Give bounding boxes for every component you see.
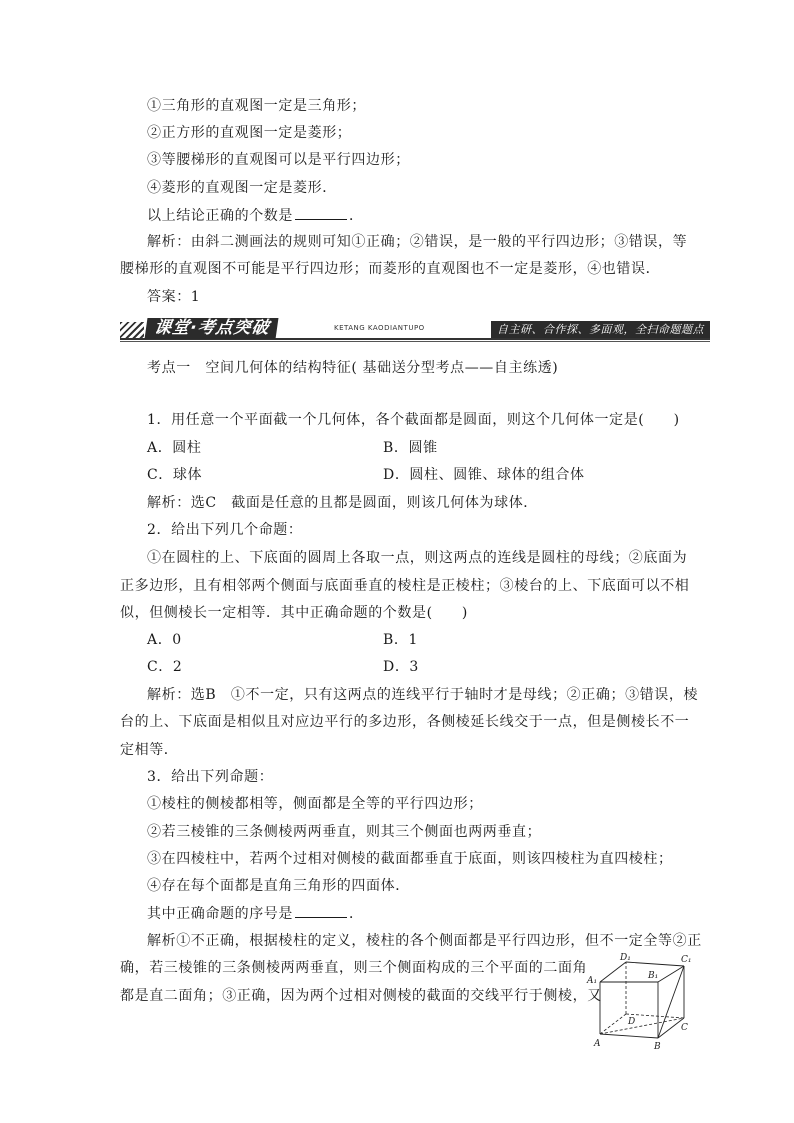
q3-question-line: [147, 903, 364, 924]
analysis-line-1: 解析：由斜二测画法的规则可知①正确；②错误，是一般的平行四边形；③错误，等: [147, 234, 688, 250]
q1-option-b: B．圆锥: [383, 440, 438, 456]
label-D1: D₁: [620, 953, 631, 963]
label-A: A: [594, 1039, 601, 1049]
q3-statement-1: ①棱柱的侧棱都相等，侧面都是全等的平行四边形；: [147, 796, 483, 812]
q3-statement-4: ④存在每个面都是直角三角形的四面体．: [147, 878, 410, 894]
answer-blank: [295, 205, 347, 220]
statement-2: ②正方形的直观图一定是菱形；: [147, 125, 352, 141]
q1-option-c: C．球体: [147, 467, 203, 483]
q2-analysis-3: 定相等．: [120, 742, 179, 758]
label-C1: C₁: [681, 955, 692, 965]
q3-statement-3: ③在四棱柱中，若两个过相对侧棱的截面都垂直于底面，则该四棱柱为直四棱柱；: [147, 851, 673, 867]
banner-slogan: 自主研、合作探、多面观，全扫命题题点: [491, 321, 710, 338]
q2-option-c: C．2: [147, 659, 183, 675]
q3-question-text: 其中正确命题的序号是: [147, 906, 293, 922]
q2-option-d: D．3: [383, 659, 419, 675]
q2-body-3: 似，但侧棱长一定相等．其中正确命题的个数是( ): [120, 605, 468, 621]
banner-hatch-decoration: [120, 322, 144, 338]
q1-option-d: D．圆柱、圆锥、球体的组合体: [383, 467, 585, 483]
section-heading: 考点一 空间几何体的结构特征( 基础送分型考点——自主练透): [147, 360, 559, 376]
question-text: 以上结论正确的个数是: [147, 208, 293, 224]
q3-statement-2: ②若三棱锥的三条侧棱两两垂直，则其三个侧面也两两垂直；: [147, 824, 542, 840]
label-A1: A₁: [587, 976, 598, 986]
diagonal-AC: [600, 1018, 684, 1034]
statement-3: ③等腰梯形的直观图可以是平行四边形；: [147, 152, 410, 168]
question-end: ．: [349, 208, 364, 224]
banner-pinyin: KETANG KAODIANTUPO: [334, 324, 425, 332]
q3-analysis-2: 确，若三棱锥的三条侧棱两两垂直，则三个侧面构成的三个平面的二面角: [120, 960, 588, 976]
answer-line: 答案：1: [147, 289, 201, 305]
q1-stem: 1．用任意一个平面截一个几何体，各个截面都是圆面，则这个几何体一定是( ): [147, 412, 680, 428]
label-B1: B₁: [648, 971, 659, 981]
edge-D1C1: [626, 962, 684, 966]
prism-figure: [584, 952, 694, 1052]
banner-title: 课堂·考点突破: [145, 318, 279, 339]
q3-answer-blank: [295, 903, 347, 918]
q2-analysis-2: 台的上、下底面是相似且对应边平行的多边形，各侧棱延长线交于一点，但是侧棱长不一: [120, 714, 690, 730]
q2-stem: 2．给出下列几个命题：: [147, 522, 303, 538]
q1-option-a: A．圆柱: [147, 440, 202, 456]
section-banner: [120, 318, 710, 342]
question-line: [147, 205, 364, 226]
q3-analysis-3: 都是直二面角；③正确，因为两个过相对侧棱的截面的交线平行于侧棱，又: [120, 988, 602, 1004]
analysis-line-2: 腰梯形的直观图不可能是平行四边形；而菱形的直观图也不一定是菱形，④也错误．: [120, 261, 661, 277]
edge-A1D1: [600, 962, 626, 982]
q2-option-a: A．0: [147, 632, 182, 648]
edge-B1C1: [658, 966, 684, 982]
q2-body-2: 正多边形，且有相邻两个侧面与底面垂直的棱柱是正棱柱；③棱台的上、下底面可以不相: [120, 578, 690, 594]
edge-AB: [600, 1034, 658, 1038]
q2-analysis-1: 解析：选B ①不一定，只有这两点的连线平行于轴时才是母线；②正确；③错误，棱: [147, 687, 699, 703]
q3-question-end: ．: [349, 906, 364, 922]
label-D: D: [628, 1017, 636, 1027]
edge-AD: [600, 1014, 626, 1034]
q3-stem: 3．给出下列命题：: [147, 769, 274, 785]
q1-analysis: 解析：选C 截面是任意的且都是圆面，则该几何体为球体．: [147, 495, 538, 511]
banner-rule-thin: [120, 341, 710, 342]
q2-option-b: B．1: [383, 632, 418, 648]
label-C: C: [681, 1023, 688, 1033]
statement-1: ①三角形的直观图一定是三角形；: [147, 98, 366, 114]
statement-4: ④菱形的直观图一定是菱形．: [147, 180, 337, 196]
q3-analysis-1: 解析①不正确，根据棱柱的定义，棱柱的各个侧面都是平行四边形，但不一定全等②正: [147, 933, 702, 949]
label-B: B: [654, 1042, 661, 1052]
q2-body-1: ①在圆柱的上、下底面的圆周上各取一点，则这两点的连线是圆柱的母线；②底面为: [147, 550, 688, 566]
